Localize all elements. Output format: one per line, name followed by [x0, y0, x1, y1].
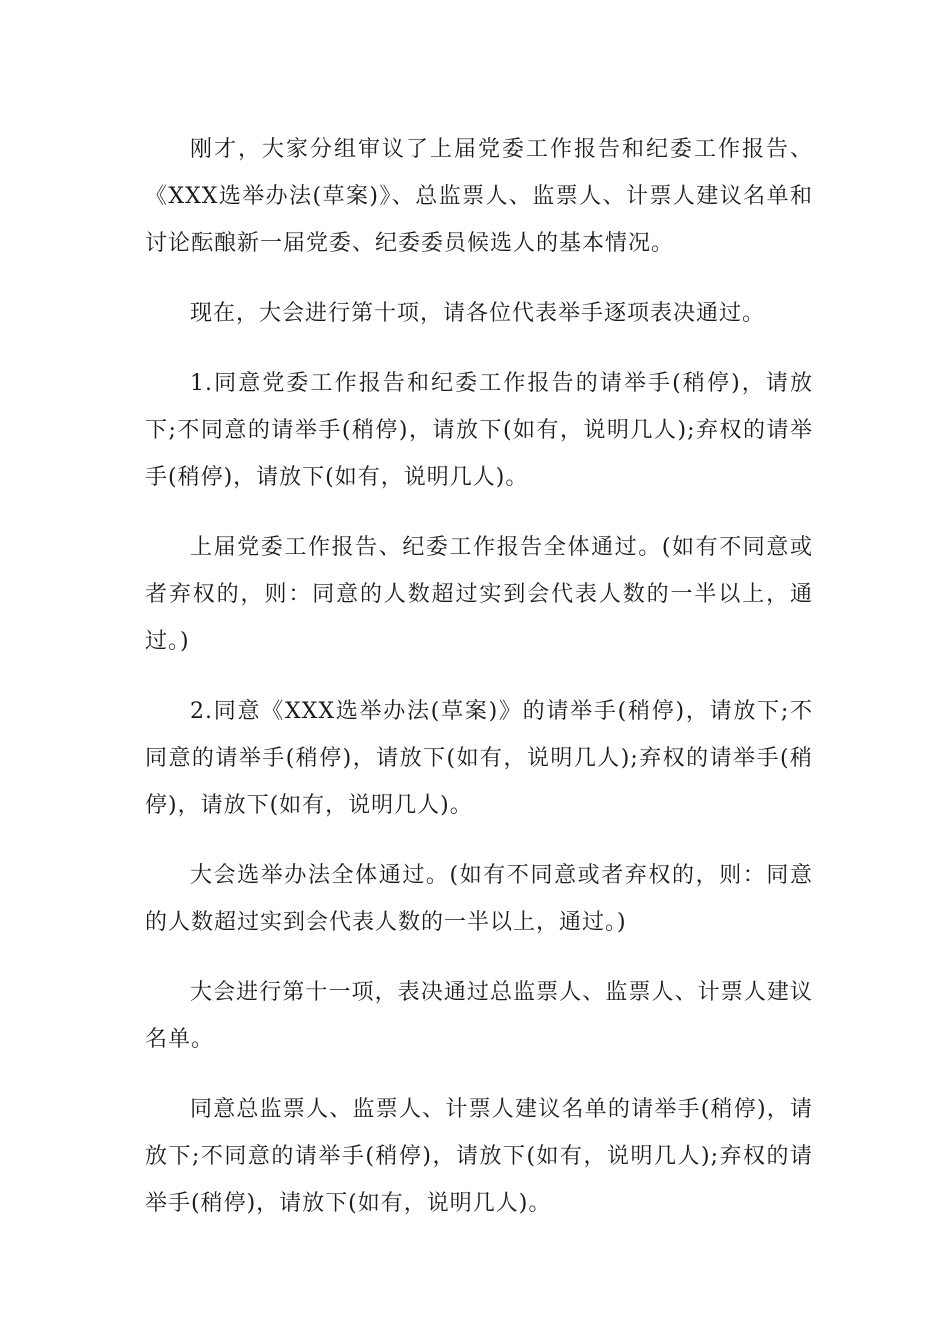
paragraph-election-method-passed: 大会选举办法全体通过。(如有不同意或者弃权的，则：同意的人数超过实到会代表人数的一半以上，通过。): [145, 863, 813, 935]
paragraph-reports-passed: 上届党委工作报告、纪委工作报告全体通过。(如有不同意或者弃权的，则：同意的人数超过实到会代表人数的一半以上，通过。): [145, 535, 813, 654]
paragraph-item-eleven: 大会进行第十一项，表决通过总监票人、监票人、计票人建议名单。: [145, 980, 813, 1052]
paragraph-vote-election-method: 2.同意《XXX选举办法(草案)》的请举手(稍停)，请放下;不同意的请举手(稍停)，请放下(如有，说明几人);弃权的请举手(稍停)，请放下(如有，说明几人)。: [145, 699, 813, 818]
paragraph-item-ten: 现在，大会进行第十项，请各位代表举手逐项表决通过。: [190, 301, 766, 326]
paragraph-vote-reports: 1.同意党委工作报告和纪委工作报告的请举手(稍停)，请放下;不同意的请举手(稍停)，请放下(如有，说明几人);弃权的请举手(稍停)，请放下(如有，说明几人)。: [145, 371, 813, 490]
document-body: [145, 126, 813, 1250]
paragraph-vote-monitor-list: 同意总监票人、监票人、计票人建议名单的请举手(稍停)，请放下;不同意的请举手(稍停)，请放下(如有，说明几人);弃权的请举手(稍停)，请放下(如有，说明几人)。: [145, 1097, 813, 1216]
paragraph-review-summary: 刚才，大家分组审议了上届党委工作报告和纪委工作报告、《XXX选举办法(草案)》、总监票人、监票人、计票人建议名单和讨论酝酿新一届党委、纪委委员候选人的基本情况。: [145, 137, 813, 256]
